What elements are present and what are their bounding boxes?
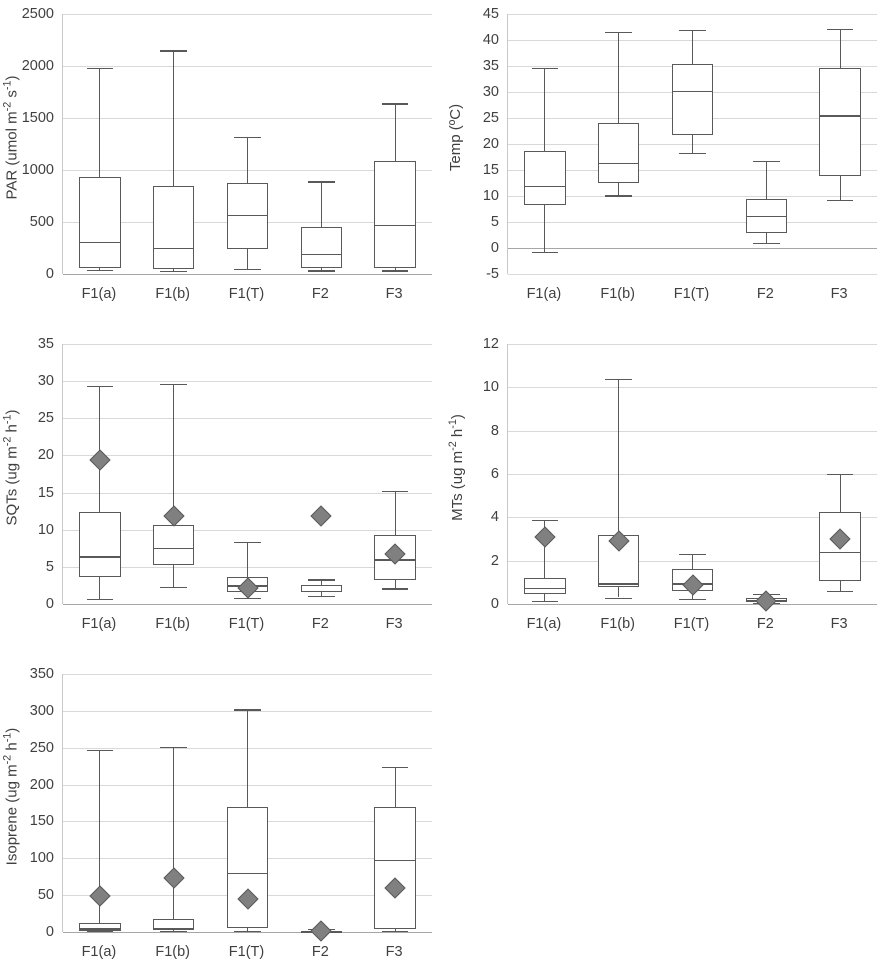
y-tick-label: 500 — [29, 214, 54, 230]
whisker-upper — [395, 767, 396, 807]
x-tick-label: F1(T) — [228, 286, 265, 302]
x-tick-label: F1(T) — [228, 944, 265, 960]
cap-upper — [679, 554, 705, 555]
cap-lower — [827, 200, 853, 201]
cap-upper — [160, 384, 186, 385]
y-axis-label-sqts: SQTs (ug $m^{-2}$ $h^{-1}$) — [1, 409, 21, 525]
plot-isoprene — [0, 660, 445, 978]
cap-lower — [382, 931, 408, 932]
x-tick-label: F2 — [311, 286, 329, 302]
cap-upper — [827, 29, 853, 30]
y-tick-label: 25 — [37, 410, 54, 427]
gridline — [508, 274, 877, 275]
cap-upper — [87, 750, 113, 751]
median-line — [598, 163, 639, 164]
whisker-lower — [692, 135, 693, 153]
whisker-upper — [247, 137, 248, 183]
y-tick-label: 1500 — [21, 110, 54, 126]
box-par-F1(b) — [153, 186, 194, 269]
plot-area-mts — [507, 344, 877, 604]
whisker-lower — [99, 577, 100, 599]
whisker-upper — [395, 103, 396, 160]
x-axis-line — [63, 274, 432, 275]
median-line — [746, 216, 787, 217]
y-axis-ticks-par — [16, 0, 58, 320]
cap-lower — [382, 588, 408, 589]
chart-isoprene — [0, 660, 445, 978]
y-tick-label: 12 — [482, 336, 499, 352]
box-par-F2 — [301, 227, 342, 268]
median-line — [598, 583, 639, 584]
cap-lower — [605, 195, 631, 196]
y-axis-label-mts: MTs (ug $m^{-2}$ $h^{-1}$) — [446, 413, 466, 521]
median-line — [301, 591, 342, 592]
median-line — [524, 186, 565, 187]
y-tick-label: 6 — [490, 466, 499, 482]
x-tick-label: F1(b) — [600, 616, 636, 632]
x-axis-line — [63, 932, 432, 933]
whisker-lower — [247, 249, 248, 269]
cap-lower — [87, 599, 113, 600]
y-tick-label: 50 — [37, 887, 54, 904]
whisker-lower — [840, 581, 841, 591]
whisker-upper — [395, 491, 396, 535]
median-line — [79, 928, 120, 929]
cap-upper — [532, 520, 558, 521]
gridline — [63, 455, 432, 456]
y-tick-label: 250 — [29, 739, 54, 756]
x-tick-label: F3 — [385, 944, 403, 960]
y-tick-label: 350 — [29, 666, 54, 682]
x-axis-line — [63, 604, 432, 605]
x-tick-label: F3 — [385, 286, 403, 302]
box-temp-F3 — [819, 68, 860, 176]
x-tick-label: F3 — [830, 616, 848, 632]
mean-marker — [89, 449, 110, 470]
plot-area-temp — [507, 14, 877, 274]
y-tick-label: 35 — [482, 58, 499, 74]
whisker-upper — [247, 542, 248, 577]
median-line — [819, 115, 860, 116]
y-tick-label: 5 — [45, 558, 54, 575]
gridline — [508, 431, 877, 432]
cap-lower — [160, 587, 186, 588]
whisker-upper — [840, 29, 841, 68]
y-tick-label: 0 — [45, 266, 54, 282]
y-axis-ticks-sqts — [16, 330, 58, 650]
cap-upper — [234, 709, 260, 710]
whisker-upper — [840, 474, 841, 512]
x-tick-label: F3 — [385, 616, 403, 632]
chart-par — [0, 0, 445, 320]
x-tick-label: F1(a) — [81, 616, 117, 632]
cap-lower — [532, 601, 558, 602]
y-axis-label-temp: Temp (ºC) — [447, 103, 465, 171]
x-tick-label: F1(a) — [526, 286, 562, 302]
cap-upper — [382, 103, 408, 104]
plot-area-sqts — [62, 344, 432, 604]
gridline — [63, 418, 432, 419]
cap-lower — [234, 931, 260, 932]
cap-lower — [605, 598, 631, 599]
chart-mts — [445, 330, 890, 650]
y-tick-label: 0 — [45, 596, 54, 612]
x-tick-label: F2 — [311, 944, 329, 960]
y-tick-label: 2500 — [21, 6, 54, 22]
whisker-upper — [692, 30, 693, 64]
mean-marker — [89, 885, 110, 906]
gridline — [508, 387, 877, 388]
y-tick-label: 4 — [490, 509, 499, 526]
whisker-upper — [618, 379, 619, 535]
cap-lower — [87, 931, 113, 932]
cap-upper — [382, 767, 408, 768]
plot-area-isoprene — [62, 674, 432, 932]
cap-lower — [827, 591, 853, 592]
whisker-lower — [395, 580, 396, 588]
box-mts-F1(a) — [524, 578, 565, 594]
cap-upper — [382, 491, 408, 492]
cap-lower — [87, 270, 113, 271]
mean-marker — [534, 526, 555, 547]
gridline — [63, 344, 432, 345]
median-line — [819, 552, 860, 553]
cap-upper — [234, 137, 260, 138]
whisker-upper — [99, 68, 100, 177]
box-par-F1(a) — [79, 177, 120, 269]
gridline — [508, 222, 877, 223]
whisker-upper — [321, 181, 322, 227]
whisker-lower — [840, 176, 841, 200]
x-tick-label: F3 — [830, 286, 848, 302]
gridline — [63, 493, 432, 494]
y-tick-label: 2 — [490, 552, 499, 569]
whisker-upper — [766, 161, 767, 199]
x-tick-label: F1(T) — [228, 616, 265, 632]
whisker-lower — [618, 587, 619, 598]
cap-upper — [87, 386, 113, 387]
cap-upper — [160, 747, 186, 748]
whisker-lower — [618, 183, 619, 195]
median-line — [301, 254, 342, 255]
box-par-F3 — [374, 161, 415, 268]
gridline — [508, 344, 877, 345]
whisker-upper — [618, 32, 619, 124]
cap-lower — [679, 153, 705, 154]
median-line — [672, 91, 713, 92]
cap-upper — [308, 181, 334, 182]
median-line — [153, 928, 194, 929]
mean-marker — [163, 505, 184, 526]
y-tick-label: 100 — [29, 850, 54, 867]
y-tick-label: 8 — [490, 422, 499, 439]
y-tick-label: 1000 — [21, 162, 54, 178]
y-tick-label: 45 — [482, 6, 499, 22]
box-temp-F1(a) — [524, 151, 565, 205]
y-tick-label: 30 — [37, 373, 54, 390]
box-sqts-F1(b) — [153, 525, 194, 566]
x-tick-label: F1(T) — [673, 616, 710, 632]
gridline — [63, 118, 432, 119]
median-line — [524, 588, 565, 589]
x-tick-label: F1(b) — [155, 286, 191, 302]
gridline — [508, 474, 877, 475]
y-tick-label: 15 — [37, 484, 54, 501]
chart-temp — [445, 0, 890, 320]
y-tick-label: 20 — [37, 447, 54, 464]
median-line — [227, 873, 268, 874]
box-sqts-F1(a) — [79, 512, 120, 577]
y-tick-label: 0 — [490, 596, 499, 612]
gridline — [508, 14, 877, 15]
box-temp-F1(b) — [598, 123, 639, 183]
x-tick-label: F1(b) — [600, 286, 636, 302]
x-tick-label: F1(a) — [81, 944, 117, 960]
whisker-upper — [247, 709, 248, 806]
y-axis-label-isoprene: Isoprene (ug $m^{-2}$ $h^{-1}$) — [1, 727, 21, 865]
gridline — [63, 381, 432, 382]
y-tick-label: 35 — [37, 336, 54, 352]
mean-marker — [311, 505, 332, 526]
chart-sqts — [0, 330, 445, 650]
x-axis-line — [508, 604, 877, 605]
median-line — [227, 215, 268, 216]
y-tick-label: 15 — [482, 162, 499, 178]
y-tick-label: 2000 — [21, 58, 54, 74]
whisker-upper — [173, 50, 174, 186]
median-line — [374, 225, 415, 226]
whisker-upper — [173, 747, 174, 919]
cap-upper — [679, 30, 705, 31]
whisker-lower — [544, 205, 545, 252]
x-tick-label: F1(a) — [526, 616, 562, 632]
y-axis-ticks-mts — [461, 330, 503, 650]
x-tick-label: F2 — [311, 616, 329, 632]
mean-marker — [311, 921, 332, 942]
y-tick-label: 30 — [482, 84, 499, 100]
y-tick-label: 200 — [29, 776, 54, 793]
box-isoprene-F3 — [374, 807, 415, 929]
y-tick-label: 0 — [45, 924, 54, 940]
x-tick-label: F1(T) — [673, 286, 710, 302]
cap-upper — [605, 32, 631, 33]
whisker-upper — [173, 384, 174, 524]
x-tick-label: F1(b) — [155, 944, 191, 960]
median-line — [153, 548, 194, 549]
x-tick-label: F1(b) — [155, 616, 191, 632]
cap-lower — [382, 270, 408, 271]
y-tick-label: -5 — [486, 266, 499, 282]
y-tick-label: 10 — [482, 379, 499, 396]
x-axis-line — [508, 248, 877, 249]
box-temp-F1(T) — [672, 64, 713, 135]
gridline — [63, 674, 432, 675]
y-tick-label: 0 — [490, 240, 499, 256]
plot-temp — [445, 0, 890, 320]
whisker-lower — [173, 565, 174, 587]
cap-lower — [308, 596, 334, 597]
plot-par — [0, 0, 445, 320]
cap-upper — [234, 542, 260, 543]
cap-upper — [87, 68, 113, 69]
median-line — [374, 860, 415, 861]
y-tick-label: 5 — [490, 214, 499, 230]
y-axis-ticks-temp — [461, 0, 503, 320]
median-line — [153, 248, 194, 249]
plot-mts — [445, 330, 890, 650]
cap-lower — [532, 252, 558, 253]
y-tick-label: 25 — [482, 110, 499, 126]
cap-upper — [160, 50, 186, 51]
mean-marker — [163, 868, 184, 889]
median-line — [79, 556, 120, 557]
whisker-lower — [766, 233, 767, 242]
median-line — [79, 242, 120, 243]
cap-upper — [827, 474, 853, 475]
gridline — [63, 66, 432, 67]
whisker-upper — [544, 68, 545, 151]
cap-upper — [308, 579, 334, 580]
plot-sqts — [0, 330, 445, 650]
x-tick-label: F1(a) — [81, 286, 117, 302]
y-tick-label: 300 — [29, 702, 54, 719]
y-tick-label: 150 — [29, 813, 54, 830]
whisker-upper — [692, 554, 693, 569]
y-axis-ticks-isoprene — [16, 660, 58, 978]
cap-lower — [234, 269, 260, 270]
cap-upper — [753, 161, 779, 162]
cap-upper — [532, 68, 558, 69]
y-axis-label-par: PAR (umol $m^{-2}$ $s^{-1}$) — [1, 75, 21, 199]
cap-lower — [160, 271, 186, 272]
y-tick-label: 10 — [37, 521, 54, 538]
plot-area-par — [62, 14, 432, 274]
cap-upper — [605, 379, 631, 380]
y-tick-label: 10 — [482, 188, 499, 204]
cap-lower — [160, 931, 186, 932]
cap-lower — [679, 599, 705, 600]
cap-lower — [753, 243, 779, 244]
gridline — [63, 14, 432, 15]
y-tick-label: 20 — [482, 136, 499, 152]
x-tick-label: F2 — [756, 616, 774, 632]
cap-lower — [308, 270, 334, 271]
x-tick-label: F2 — [756, 286, 774, 302]
y-tick-label: 40 — [482, 32, 499, 48]
